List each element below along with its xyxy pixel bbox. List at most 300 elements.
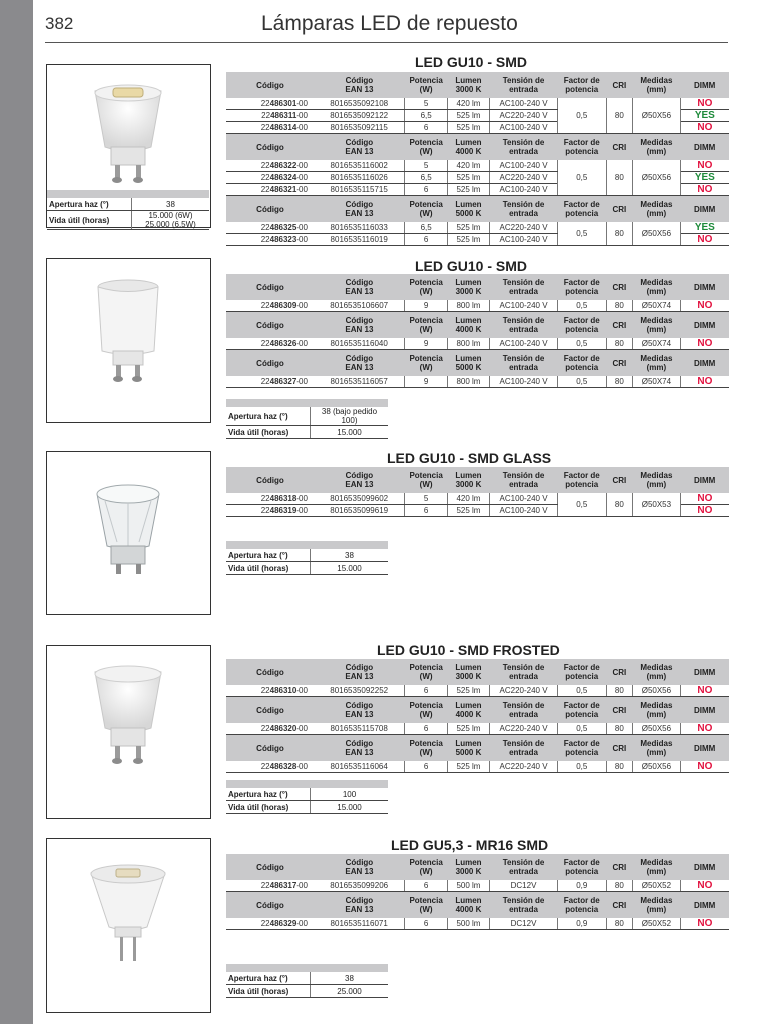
col-header: DIMM bbox=[680, 134, 729, 161]
col-header: Medidas (mm) bbox=[633, 72, 681, 98]
lumen-value: 525 lm bbox=[447, 761, 489, 773]
lumen-value: 420 lm bbox=[447, 160, 489, 172]
dimensions-value: Ø50X56 bbox=[633, 160, 681, 196]
voltage-value: AC100-240 V bbox=[490, 338, 558, 350]
voltage-value: AC100-240 V bbox=[490, 234, 558, 246]
dimm-value: NO bbox=[680, 505, 729, 517]
col-header: Código bbox=[226, 312, 314, 339]
col-header: Código EAN 13 bbox=[314, 134, 405, 161]
beam-angle-row bbox=[226, 788, 388, 801]
col-header: Factor de potencia bbox=[557, 350, 606, 377]
bulb-image bbox=[47, 259, 210, 393]
power-value: 9 bbox=[405, 300, 447, 312]
power-value: 9 bbox=[405, 338, 447, 350]
col-header: Medidas (mm) bbox=[633, 697, 681, 724]
info-table bbox=[47, 190, 209, 230]
col-header: DIMM bbox=[680, 735, 729, 762]
voltage-value: AC220-240 V bbox=[490, 172, 558, 184]
col-header: Medidas (mm) bbox=[633, 892, 681, 919]
cri-value: 80 bbox=[606, 98, 632, 134]
power-factor: 0,5 bbox=[557, 160, 606, 196]
col-header: DIMM bbox=[680, 659, 729, 685]
table-header-row bbox=[226, 467, 729, 493]
col-header: Tensión de entrada bbox=[490, 697, 558, 724]
col-header: Potencia (W) bbox=[405, 312, 447, 339]
product-code: 22486328-00 bbox=[226, 761, 314, 773]
dimm-value: NO bbox=[680, 122, 729, 134]
col-header: Código bbox=[226, 467, 314, 493]
table-row bbox=[226, 685, 729, 697]
col-header: Potencia (W) bbox=[405, 467, 447, 493]
beam-angle-row bbox=[226, 972, 388, 985]
col-header: Factor de potencia bbox=[557, 854, 606, 880]
product-code: 22486321-00 bbox=[226, 184, 314, 196]
col-header: Medidas (mm) bbox=[633, 196, 681, 223]
lumen-value: 525 lm bbox=[447, 685, 489, 697]
col-header: Lumen 4000 K bbox=[447, 697, 489, 724]
dimm-value: NO bbox=[680, 761, 729, 773]
voltage-value: DC12V bbox=[490, 918, 558, 930]
power-factor: 0,5 bbox=[557, 98, 606, 134]
product-code: 22486314-00 bbox=[226, 122, 314, 134]
table-row bbox=[226, 338, 729, 350]
col-header: Factor de potencia bbox=[557, 467, 606, 493]
beam-angle-label: Apertura haz (°) bbox=[47, 198, 132, 211]
lifetime-label: Vida útil (horas) bbox=[47, 211, 132, 230]
dimm-value: NO bbox=[680, 918, 729, 930]
col-header: CRI bbox=[606, 350, 632, 377]
col-header: Lumen 3000 K bbox=[447, 467, 489, 493]
dimensions-value: Ø50X56 bbox=[633, 723, 681, 735]
col-header: DIMM bbox=[680, 196, 729, 223]
col-header: Factor de potencia bbox=[557, 697, 606, 724]
col-header: Tensión de entrada bbox=[490, 735, 558, 762]
ean-code: 8016535116057 bbox=[314, 376, 405, 388]
beam-angle-label: Apertura haz (°) bbox=[226, 972, 311, 985]
power-factor: 0,5 bbox=[557, 761, 606, 773]
col-header: Lumen 4000 K bbox=[447, 892, 489, 919]
cri-value: 80 bbox=[606, 761, 632, 773]
col-header: DIMM bbox=[680, 274, 729, 300]
col-header: Factor de potencia bbox=[557, 659, 606, 685]
col-header: Tensión de entrada bbox=[490, 659, 558, 685]
ean-code: 8016535116019 bbox=[314, 234, 405, 246]
lifetime-row bbox=[226, 562, 388, 575]
col-header: Código EAN 13 bbox=[314, 892, 405, 919]
col-header: CRI bbox=[606, 659, 632, 685]
page-title: Lámparas LED de repuesto bbox=[261, 12, 518, 35]
col-header: Tensión de entrada bbox=[490, 350, 558, 377]
col-header: Factor de potencia bbox=[557, 134, 606, 161]
col-header: Medidas (mm) bbox=[633, 312, 681, 339]
ean-code: 8016535116026 bbox=[314, 172, 405, 184]
col-header: Potencia (W) bbox=[405, 274, 447, 300]
beam-angle-value: 38 bbox=[311, 549, 389, 562]
lifetime-label: Vida útil (horas) bbox=[226, 801, 311, 814]
product-code: 22486310-00 bbox=[226, 685, 314, 697]
col-header: Lumen 4000 K bbox=[447, 312, 489, 339]
power-value: 6 bbox=[405, 234, 447, 246]
col-header: Factor de potencia bbox=[557, 892, 606, 919]
lumen-value: 420 lm bbox=[447, 98, 489, 110]
col-header: Factor de potencia bbox=[557, 72, 606, 98]
power-value: 6 bbox=[405, 880, 447, 892]
spec-table bbox=[226, 659, 729, 773]
col-header: Potencia (W) bbox=[405, 854, 447, 880]
table-header-row bbox=[226, 659, 729, 685]
table-header-row bbox=[226, 735, 729, 762]
col-header: Código bbox=[226, 350, 314, 377]
col-header: Potencia (W) bbox=[405, 72, 447, 98]
ean-code: 8016535115715 bbox=[314, 184, 405, 196]
product-code: 22486327-00 bbox=[226, 376, 314, 388]
table-row bbox=[226, 723, 729, 735]
voltage-value: AC100-240 V bbox=[490, 505, 558, 517]
col-header: Tensión de entrada bbox=[490, 196, 558, 223]
dimm-value: NO bbox=[680, 234, 729, 246]
table-row bbox=[226, 376, 729, 388]
section-title: LED GU10 - SMD FROSTED bbox=[377, 642, 560, 658]
voltage-value: AC100-240 V bbox=[490, 493, 558, 505]
bulb-image bbox=[47, 646, 210, 780]
lifetime-value: 15.000 bbox=[311, 426, 389, 439]
power-factor: 0,5 bbox=[557, 723, 606, 735]
lumen-value: 525 lm bbox=[447, 505, 489, 517]
beam-angle-value: 38 bbox=[132, 198, 210, 211]
col-header: Tensión de entrada bbox=[490, 274, 558, 300]
ean-code: 8016535116064 bbox=[314, 761, 405, 773]
col-header: Código bbox=[226, 134, 314, 161]
col-header: Código bbox=[226, 274, 314, 300]
dimensions-value: Ø50X56 bbox=[633, 98, 681, 134]
section-title: LED GU10 - SMD bbox=[415, 54, 528, 70]
col-header: Tensión de entrada bbox=[490, 312, 558, 339]
table-row bbox=[226, 493, 729, 505]
section-title: LED GU10 - SMD GLASS bbox=[387, 450, 552, 466]
voltage-value: AC100-240 V bbox=[490, 184, 558, 196]
col-header: Tensión de entrada bbox=[490, 72, 558, 98]
dimm-value: NO bbox=[680, 98, 729, 110]
power-value: 6,5 bbox=[405, 172, 447, 184]
beam-angle-value: 100 bbox=[311, 788, 389, 801]
product-photo bbox=[46, 645, 211, 819]
info-table bbox=[226, 964, 388, 998]
power-value: 6 bbox=[405, 184, 447, 196]
power-factor: 0,5 bbox=[557, 222, 606, 246]
col-header: CRI bbox=[606, 892, 632, 919]
dimm-value: YES bbox=[680, 110, 729, 122]
product-code: 22486323-00 bbox=[226, 234, 314, 246]
dimensions-value: Ø50X74 bbox=[633, 376, 681, 388]
power-factor: 0,9 bbox=[557, 880, 606, 892]
col-header: DIMM bbox=[680, 312, 729, 339]
side-strip bbox=[0, 0, 33, 1024]
dimensions-value: Ø50X56 bbox=[633, 761, 681, 773]
col-header: Código bbox=[226, 697, 314, 724]
ean-code: 8016535099619 bbox=[314, 505, 405, 517]
power-factor: 0,5 bbox=[557, 493, 606, 517]
product-photo bbox=[46, 258, 211, 423]
dimm-value: YES bbox=[680, 172, 729, 184]
col-header: Lumen 5000 K bbox=[447, 735, 489, 762]
beam-angle-value: 38 bbox=[311, 972, 389, 985]
col-header: Lumen 3000 K bbox=[447, 72, 489, 98]
col-header: DIMM bbox=[680, 350, 729, 377]
product-code: 22486329-00 bbox=[226, 918, 314, 930]
table-header-row bbox=[226, 72, 729, 98]
power-value: 6 bbox=[405, 685, 447, 697]
voltage-value: AC220-240 V bbox=[490, 685, 558, 697]
lumen-value: 420 lm bbox=[447, 493, 489, 505]
col-header: CRI bbox=[606, 72, 632, 98]
col-header: CRI bbox=[606, 312, 632, 339]
col-header: Factor de potencia bbox=[557, 735, 606, 762]
product-code: 22486324-00 bbox=[226, 172, 314, 184]
bulb-image bbox=[47, 65, 210, 199]
cri-value: 80 bbox=[606, 338, 632, 350]
section-title: LED GU10 - SMD bbox=[415, 258, 528, 274]
table-header-row bbox=[226, 312, 729, 339]
ean-code: 8016535115708 bbox=[314, 723, 405, 735]
col-header: Código EAN 13 bbox=[314, 735, 405, 762]
col-header: Medidas (mm) bbox=[633, 735, 681, 762]
lifetime-row bbox=[47, 211, 209, 230]
col-header: Potencia (W) bbox=[405, 735, 447, 762]
dimm-value: YES bbox=[680, 222, 729, 234]
table-header-row bbox=[226, 274, 729, 300]
col-header: CRI bbox=[606, 274, 632, 300]
col-header: CRI bbox=[606, 134, 632, 161]
cri-value: 80 bbox=[606, 222, 632, 246]
power-value: 5 bbox=[405, 160, 447, 172]
lumen-value: 500 lm bbox=[447, 918, 489, 930]
col-header: Medidas (mm) bbox=[633, 467, 681, 493]
lumen-value: 525 lm bbox=[447, 110, 489, 122]
spec-table bbox=[226, 467, 729, 517]
table-header-row bbox=[226, 134, 729, 161]
ean-code: 8016535116040 bbox=[314, 338, 405, 350]
section-title: LED GU5,3 - MR16 SMD bbox=[391, 837, 549, 853]
table-row bbox=[226, 300, 729, 312]
power-value: 6 bbox=[405, 761, 447, 773]
product-code: 22486326-00 bbox=[226, 338, 314, 350]
voltage-value: AC100-240 V bbox=[490, 98, 558, 110]
col-header: Lumen 3000 K bbox=[447, 659, 489, 685]
ean-code: 8016535099206 bbox=[314, 880, 405, 892]
voltage-value: AC100-240 V bbox=[490, 300, 558, 312]
product-code: 22486309-00 bbox=[226, 300, 314, 312]
lumen-value: 800 lm bbox=[447, 338, 489, 350]
col-header: CRI bbox=[606, 697, 632, 724]
product-photo bbox=[46, 838, 211, 1013]
col-header: CRI bbox=[606, 735, 632, 762]
lifetime-value: 15.000 bbox=[311, 801, 389, 814]
col-header: Tensión de entrada bbox=[490, 892, 558, 919]
dimm-value: NO bbox=[680, 160, 729, 172]
ean-code: 8016535092115 bbox=[314, 122, 405, 134]
info-table bbox=[226, 399, 388, 439]
power-value: 9 bbox=[405, 376, 447, 388]
cri-value: 80 bbox=[606, 685, 632, 697]
dimensions-value: Ø50X52 bbox=[633, 918, 681, 930]
dimm-value: NO bbox=[680, 685, 729, 697]
col-header: Código EAN 13 bbox=[314, 72, 405, 98]
dimm-value: NO bbox=[680, 184, 729, 196]
col-header: CRI bbox=[606, 854, 632, 880]
voltage-value: AC220-240 V bbox=[490, 222, 558, 234]
col-header: DIMM bbox=[680, 892, 729, 919]
dimm-value: NO bbox=[680, 880, 729, 892]
dimm-value: NO bbox=[680, 493, 729, 505]
dimensions-value: Ø50X53 bbox=[633, 493, 681, 517]
col-header: Potencia (W) bbox=[405, 350, 447, 377]
voltage-value: DC12V bbox=[490, 880, 558, 892]
product-code: 22486319-00 bbox=[226, 505, 314, 517]
power-value: 6 bbox=[405, 918, 447, 930]
col-header: DIMM bbox=[680, 697, 729, 724]
col-header: Código EAN 13 bbox=[314, 697, 405, 724]
col-header: DIMM bbox=[680, 467, 729, 493]
col-header: Lumen 3000 K bbox=[447, 854, 489, 880]
power-value: 6 bbox=[405, 723, 447, 735]
lifetime-value: 15.000 (6W) 25.000 (6,5W) bbox=[132, 211, 210, 230]
table-row bbox=[226, 222, 729, 234]
product-code: 22486318-00 bbox=[226, 493, 314, 505]
cri-value: 80 bbox=[606, 918, 632, 930]
lumen-value: 800 lm bbox=[447, 300, 489, 312]
dimm-value: NO bbox=[680, 338, 729, 350]
lumen-value: 525 lm bbox=[447, 172, 489, 184]
col-header: Código bbox=[226, 735, 314, 762]
col-header: Tensión de entrada bbox=[490, 134, 558, 161]
product-photo bbox=[46, 451, 211, 615]
power-factor: 0,5 bbox=[557, 338, 606, 350]
col-header: Potencia (W) bbox=[405, 134, 447, 161]
ean-code: 8016535116002 bbox=[314, 160, 405, 172]
beam-angle-row bbox=[226, 549, 388, 562]
col-header: Factor de potencia bbox=[557, 274, 606, 300]
beam-angle-row bbox=[47, 198, 209, 211]
lifetime-label: Vida útil (horas) bbox=[226, 562, 311, 575]
voltage-value: AC100-240 V bbox=[490, 122, 558, 134]
lifetime-label: Vida útil (horas) bbox=[226, 426, 311, 439]
beam-angle-label: Apertura haz (°) bbox=[226, 549, 311, 562]
col-header: Potencia (W) bbox=[405, 697, 447, 724]
lumen-value: 525 lm bbox=[447, 234, 489, 246]
col-header: DIMM bbox=[680, 854, 729, 880]
cri-value: 80 bbox=[606, 160, 632, 196]
ean-code: 8016535092122 bbox=[314, 110, 405, 122]
cri-value: 80 bbox=[606, 300, 632, 312]
lumen-value: 525 lm bbox=[447, 222, 489, 234]
cri-value: 80 bbox=[606, 376, 632, 388]
power-value: 6 bbox=[405, 122, 447, 134]
col-header: Código bbox=[226, 659, 314, 685]
col-header: Código EAN 13 bbox=[314, 659, 405, 685]
power-value: 6,5 bbox=[405, 110, 447, 122]
cri-value: 80 bbox=[606, 880, 632, 892]
ean-code: 8016535106607 bbox=[314, 300, 405, 312]
dimensions-value: Ø50X74 bbox=[633, 300, 681, 312]
lifetime-row bbox=[226, 801, 388, 814]
table-header-row bbox=[226, 196, 729, 223]
col-header: Tensión de entrada bbox=[490, 854, 558, 880]
power-factor: 0,9 bbox=[557, 918, 606, 930]
beam-angle-value: 38 (bajo pedido 100) bbox=[311, 407, 389, 426]
dimm-value: NO bbox=[680, 723, 729, 735]
product-code: 22486322-00 bbox=[226, 160, 314, 172]
col-header: Código bbox=[226, 72, 314, 98]
product-code: 22486311-00 bbox=[226, 110, 314, 122]
dimensions-value: Ø50X56 bbox=[633, 685, 681, 697]
dimm-value: NO bbox=[680, 300, 729, 312]
power-factor: 0,5 bbox=[557, 300, 606, 312]
col-header: Medidas (mm) bbox=[633, 134, 681, 161]
voltage-value: AC220-240 V bbox=[490, 110, 558, 122]
col-header: Código EAN 13 bbox=[314, 350, 405, 377]
dimensions-value: Ø50X52 bbox=[633, 880, 681, 892]
col-header: DIMM bbox=[680, 72, 729, 98]
col-header: Código EAN 13 bbox=[314, 274, 405, 300]
ean-code: 8016535092108 bbox=[314, 98, 405, 110]
page-number: 382 bbox=[45, 14, 74, 33]
lifetime-value: 25.000 bbox=[311, 985, 389, 998]
col-header: Medidas (mm) bbox=[633, 854, 681, 880]
bulb-image bbox=[47, 839, 210, 973]
lifetime-row bbox=[226, 985, 388, 998]
table-header-row bbox=[226, 697, 729, 724]
beam-angle-label: Apertura haz (°) bbox=[226, 407, 311, 426]
table-row bbox=[226, 880, 729, 892]
power-factor: 0,5 bbox=[557, 376, 606, 388]
col-header: Medidas (mm) bbox=[633, 659, 681, 685]
ean-code: 8016535116071 bbox=[314, 918, 405, 930]
lumen-value: 525 lm bbox=[447, 122, 489, 134]
ean-code: 8016535116033 bbox=[314, 222, 405, 234]
header-rule bbox=[45, 42, 728, 43]
table-row bbox=[226, 918, 729, 930]
product-code: 22486320-00 bbox=[226, 723, 314, 735]
table-row bbox=[226, 761, 729, 773]
ean-code: 8016535099602 bbox=[314, 493, 405, 505]
col-header: Factor de potencia bbox=[557, 312, 606, 339]
col-header: Lumen 5000 K bbox=[447, 196, 489, 223]
spec-table bbox=[226, 274, 729, 388]
col-header: Código EAN 13 bbox=[314, 312, 405, 339]
voltage-value: AC100-240 V bbox=[490, 160, 558, 172]
col-header: Tensión de entrada bbox=[490, 467, 558, 493]
col-header: Factor de potencia bbox=[557, 196, 606, 223]
lifetime-row bbox=[226, 426, 388, 439]
voltage-value: AC100-240 V bbox=[490, 376, 558, 388]
col-header: Código EAN 13 bbox=[314, 854, 405, 880]
product-code: 22486317-00 bbox=[226, 880, 314, 892]
spec-table bbox=[226, 72, 729, 246]
col-header: CRI bbox=[606, 467, 632, 493]
col-header: Medidas (mm) bbox=[633, 350, 681, 377]
col-header: CRI bbox=[606, 196, 632, 223]
lumen-value: 525 lm bbox=[447, 723, 489, 735]
lumen-value: 500 lm bbox=[447, 880, 489, 892]
col-header: Medidas (mm) bbox=[633, 274, 681, 300]
col-header: Lumen 5000 K bbox=[447, 350, 489, 377]
product-code: 22486301-00 bbox=[226, 98, 314, 110]
product-code: 22486325-00 bbox=[226, 222, 314, 234]
col-header: Código EAN 13 bbox=[314, 467, 405, 493]
beam-angle-label: Apertura haz (°) bbox=[226, 788, 311, 801]
power-value: 6,5 bbox=[405, 222, 447, 234]
col-header: Lumen 4000 K bbox=[447, 134, 489, 161]
